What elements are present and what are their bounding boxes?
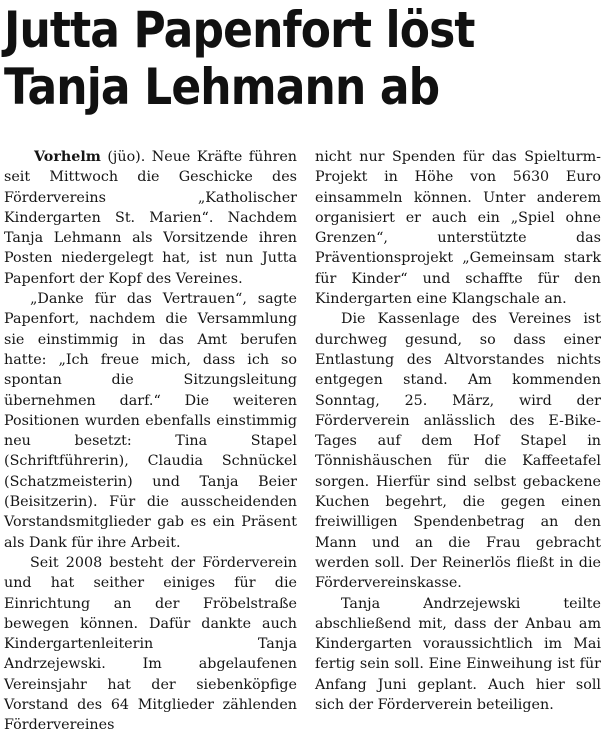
- article-paragraph: [4, 147, 297, 289]
- dateline: Vorhelm: [34, 149, 101, 165]
- article-paragraph: Die Kassenlage des Vereines ist durchweg gesund, so dass einer Entlastung des Altvorstandes nichts entgegen stand. Am kommenden Sonntag, 25. März, wird der Förderverein anlässlich des E-Bike-Tages auf dem Hof Stapel in Tönnishäuschen für die Kaffeetafel sorgen. Hierfür sind selbst gebackene Kuchen begehrt, die gegen einen freiwilligen Spendenbetrag an den Mann und an die Frau gebracht werden soll. Der Reinerlös fließt in die Fördervereinskasse.: [315, 311, 601, 592]
- article-paragraph: Tanja Andrzejewski teilte abschließend mit, dass der Anbau am Kindergarten voraussichtlich im Mai fertig sein soll. Eine Einweihung ist für Anfang Juni geplant. Auch hier soll sich der Förderverein beteiligen.: [315, 595, 601, 714]
- article-paragraph: Seit 2008 besteht der Förderverein und hat seither einiges für die Einrichtung an der Fröbelstraße bewegen können. Dafür dankte auch Kindergartenleiterin Tanja Andrzejewski. Im abgelaufenen Vereinsjahr hat der siebenköpfige Vorstand des 64 Mitglieder zählenden Fördervereines: [4, 554, 297, 734]
- article-paragraph-text: (jüo). Neue Kräfte führen seit Mittwoch die Geschicke des Fördervereins „Katholischer Kindergarten St. Marien“. Nachdem Tanja Lehmann als Vorsitzende ihren Posten niedergelegt hat, ist nun Jutta Papenfort der Kopf des Vereines.: [4, 149, 298, 287]
- headline: [4, 2, 532, 116]
- article-paragraph: „Danke für das Vertrauen“, sagte Papenfort, nachdem die Versammlung sie einstimmig in das Amt berufen hatte: „Ich freue mich, dass ich so spontan die Sitzungsleitung übernehmen darf.“ Die weiteren Positionen wurden ebenfalls einstimmig neu besetzt: Tina Stapel (Schriftführerin), Claudia Schnückel (Schatzmeisterin) und Tanja Beier (Beisitzerin). Für die ausscheidenden Vorstandsmitglieder gab es ein Präsent als Dank für ihre Arbeit.: [4, 291, 297, 551]
- headline-line-2: Tanja Lehmann ab: [4, 58, 440, 116]
- article-column-right: [315, 147, 601, 715]
- article-column-left: [4, 147, 297, 736]
- headline-line-1: Jutta Papenfort löst: [4, 1, 475, 59]
- article-paragraph: nicht nur Spenden für das Spielturm-Projekt in Höhe von 5630 Euro einsammeln können. Unter anderem organisiert er auch ein „Spiel ohne Grenzen“, unterstützte das Präventionsprojekt „Gemeinsam stark für Kinder“ und schaffte für den Kindergarten eine Klangschale an.: [315, 149, 601, 308]
